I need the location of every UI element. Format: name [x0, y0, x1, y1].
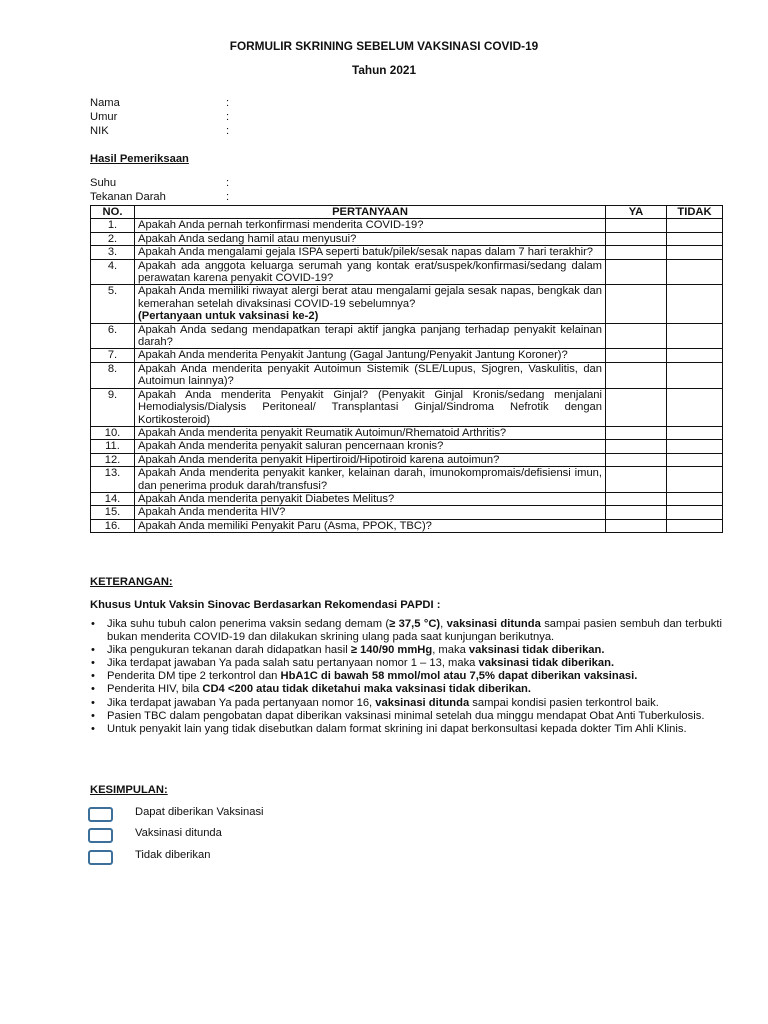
- question-note: (Pertanyaan untuk vaksinasi ke-2): [138, 310, 319, 323]
- field-suhu-colon: :: [226, 177, 230, 189]
- column-header-pertanyaan: PERTANYAAN: [135, 206, 606, 219]
- table-row: [91, 388, 723, 426]
- table-header-row: [91, 206, 723, 219]
- answer-ya-cell[interactable]: [606, 492, 667, 505]
- checkbox-dapat-diberikan[interactable]: [88, 807, 113, 822]
- table-row: [91, 467, 723, 493]
- answer-tidak-cell[interactable]: [667, 323, 723, 349]
- question-number: 7.: [91, 349, 135, 362]
- table-row: [91, 440, 723, 453]
- question-number: 3.: [91, 246, 135, 259]
- answer-ya-cell[interactable]: [606, 246, 667, 259]
- question-number: 4.: [91, 259, 135, 285]
- question-number: 8.: [91, 362, 135, 388]
- form-title: FORMULIR SKRINING SEBELUM VAKSINASI COVID-19: [229, 39, 539, 53]
- option-label: Vaksinasi ditunda: [135, 827, 222, 839]
- keterangan-text: , maka: [432, 644, 469, 657]
- table-row: [91, 285, 723, 323]
- field-umur-label: Umur: [90, 111, 118, 123]
- field-nik-colon: :: [226, 125, 230, 137]
- keterangan-list: [90, 618, 722, 736]
- keterangan-text: Jika terdapat jawaban Ya pada salah satu pertanyaan nomor 1 – 13, maka: [107, 657, 479, 670]
- keterangan-text: Penderita HIV, bila: [107, 683, 203, 696]
- screening-questions-table: [90, 205, 723, 533]
- answer-tidak-cell[interactable]: [667, 259, 723, 285]
- field-umur-colon: :: [226, 111, 230, 123]
- answer-ya-cell[interactable]: [606, 219, 667, 232]
- keterangan-text: ≥ 37,5 °C): [389, 618, 441, 630]
- field-nama-colon: :: [226, 97, 230, 109]
- keterangan-text: vaksinasi ditunda: [446, 618, 541, 630]
- table-row: [91, 259, 723, 285]
- question-text: Apakah Anda memiliki riwayat alergi berat atau mengalami gejala sesak napas, bengkak dan kemerahan setelah divaksinasi COVID-19 sebelumnya?: [138, 285, 602, 310]
- keterangan-text: vaksinasi ditunda: [375, 696, 470, 709]
- keterangan-text: CD4 <200 atau tidak diketahui maka vaksinasi tidak diberikan.: [202, 683, 531, 696]
- answer-tidak-cell[interactable]: [667, 467, 723, 493]
- field-tekanan-darah-label: Tekanan Darah: [90, 191, 166, 203]
- answer-ya-cell[interactable]: [606, 388, 667, 426]
- answer-ya-cell[interactable]: [606, 506, 667, 519]
- answer-tidak-cell[interactable]: [667, 349, 723, 362]
- question-text: Apakah Anda pernah terkonfirmasi menderita COVID-19?: [135, 219, 606, 232]
- field-tekanan-darah-colon: :: [226, 191, 230, 203]
- answer-tidak-cell[interactable]: [667, 519, 723, 532]
- question-number: 1.: [91, 219, 135, 232]
- question-number: 5.: [91, 285, 135, 323]
- question-text: Apakah Anda menderita penyakit saluran pencernaan kronis?: [135, 440, 606, 453]
- keterangan-text: Jika suhu tubuh calon penerima vaksin sedang demam (: [107, 618, 390, 630]
- field-nama-label: Nama: [90, 97, 120, 109]
- keterangan-text: Pasien TBC dalam pengobatan dapat diberikan vaksinasi minimal setelah dua minggu mendapat Obat Anti Tuberkulosis.: [107, 709, 705, 722]
- question-text-cell: [135, 285, 606, 323]
- question-text: Apakah ada anggota keluarga serumah yang kontak erat/suspek/konfirmasi/sedang dalam perawatan karena penyakit COVID-19?: [135, 259, 606, 285]
- table-row: [91, 519, 723, 532]
- answer-tidak-cell[interactable]: [667, 492, 723, 505]
- table-row: [91, 453, 723, 466]
- keterangan-text: Penderita DM tipe 2 terkontrol dan: [107, 670, 281, 683]
- answer-tidak-cell[interactable]: [667, 440, 723, 453]
- keterangan-text: vaksinasi tidak diberikan.: [478, 657, 615, 670]
- question-text: Apakah Anda sedang mendapatkan terapi aktif jangka panjang terhadap penyakit kelainan darah?: [135, 323, 606, 349]
- question-number: 2.: [91, 232, 135, 245]
- question-number: 12.: [91, 453, 135, 466]
- keterangan-text: Jika pengukuran tekanan darah didapatkan hasil: [107, 644, 351, 657]
- option-label: Dapat diberikan Vaksinasi: [135, 806, 264, 818]
- question-text: Apakah Anda memiliki Penyakit Paru (Asma, PPOK, TBC)?: [135, 519, 606, 532]
- question-text: Apakah Anda menderita penyakit Hipertiroid/Hipotiroid karena autoimun?: [135, 453, 606, 466]
- keterangan-text: ≥ 140/90 mmHg: [350, 644, 433, 657]
- answer-ya-cell[interactable]: [606, 362, 667, 388]
- keterangan-item: [90, 644, 722, 657]
- table-row: [91, 232, 723, 245]
- question-number: 9.: [91, 388, 135, 426]
- table-row: [91, 323, 723, 349]
- keterangan-text: vaksinasi tidak diberikan.: [468, 644, 605, 657]
- question-text: Apakah Anda menderita penyakit Autoimun Sistemik (SLE/Lupus, Sjogren, Vaskulitis, dan Autoimun lainnya)?: [135, 362, 606, 388]
- keterangan-item: [90, 618, 722, 644]
- table-row: [91, 349, 723, 362]
- keterangan-text: sampai kondisi pasien terkontrol baik.: [469, 696, 659, 709]
- keterangan-item: [90, 723, 722, 736]
- keterangan-item: [90, 710, 722, 723]
- keterangan-text: Untuk penyakit lain yang tidak disebutkan dalam format skrining ini dapat berkonsultasi kepada dokter Tim Ahli Klinis.: [107, 722, 687, 735]
- keterangan-text: HbA1C di bawah 58 mmol/mol atau 7,5% dapat diberikan vaksinasi.: [280, 670, 638, 683]
- answer-tidak-cell[interactable]: [667, 246, 723, 259]
- answer-ya-cell[interactable]: [606, 323, 667, 349]
- field-suhu-label: Suhu: [90, 177, 117, 189]
- question-text: Apakah Anda mengalami gejala ISPA seperti batuk/pilek/sesak napas dalam 7 hari terakhir?: [135, 246, 606, 259]
- question-number: 11.: [91, 440, 135, 453]
- answer-tidak-cell[interactable]: [667, 426, 723, 439]
- column-header-ya: YA: [606, 206, 667, 219]
- answer-ya-cell[interactable]: [606, 453, 667, 466]
- form-year: Tahun 2021: [351, 63, 417, 77]
- question-number: 16.: [91, 519, 135, 532]
- table-row: [91, 426, 723, 439]
- table-row: [91, 492, 723, 505]
- answer-ya-cell[interactable]: [606, 440, 667, 453]
- question-text: Apakah Anda menderita penyakit Diabetes Melitus?: [135, 492, 606, 505]
- answer-ya-cell[interactable]: [606, 467, 667, 493]
- answer-ya-cell[interactable]: [606, 285, 667, 323]
- keterangan-item: [90, 697, 722, 710]
- question-number: 13.: [91, 467, 135, 493]
- question-number: 15.: [91, 506, 135, 519]
- keterangan-heading: KETERANGAN:: [90, 576, 173, 588]
- option-label: Tidak diberikan: [135, 849, 211, 861]
- table-row: [91, 506, 723, 519]
- keterangan-item: [90, 657, 722, 670]
- question-text: Apakah Anda menderita Penyakit Ginjal? (Penyakit Ginjal Kronis/sedang menjalani Hemodialysis/Dialysis Peritoneal/ Transplantasi Ginjal/Sindroma Nefrotik dengan Kortikosteroid): [135, 388, 606, 426]
- keterangan-text: sampai pasien sembuh dan terbukti bukan menderita COVID-19 dan dilakukan skrining ulang pada saat kunjungan berikutnya.: [107, 618, 722, 644]
- question-number: 14.: [91, 492, 135, 505]
- column-header-tidak: TIDAK: [667, 206, 723, 219]
- question-text: Apakah Anda menderita Penyakit Jantung (Gagal Jantung/Penyakit Jantung Koroner)?: [135, 349, 606, 362]
- field-nik-label: NIK: [90, 125, 109, 137]
- question-number: 6.: [91, 323, 135, 349]
- table-row: [91, 246, 723, 259]
- question-text: Apakah Anda sedang hamil atau menyusui?: [135, 232, 606, 245]
- keterangan-item: [90, 683, 722, 696]
- answer-ya-cell[interactable]: [606, 349, 667, 362]
- table-row: [91, 362, 723, 388]
- column-header-no: NO.: [91, 206, 135, 219]
- question-number: 10.: [91, 426, 135, 439]
- question-text: Apakah Anda menderita penyakit Reumatik Autoimun/Rhematoid Arthritis?: [135, 426, 606, 439]
- kesimpulan-heading: KESIMPULAN:: [90, 784, 168, 796]
- question-text: Apakah Anda menderita HIV?: [135, 506, 606, 519]
- answer-ya-cell[interactable]: [606, 426, 667, 439]
- question-text: Apakah Anda menderita penyakit kanker, kelainan darah, imunokompromais/defisiensi imun, dan penerima produk darah/transfusi?: [135, 467, 606, 493]
- keterangan-item: [90, 670, 722, 683]
- keterangan-subheading: Khusus Untuk Vaksin Sinovac Berdasarkan Rekomendasi PAPDI :: [90, 599, 441, 611]
- answer-tidak-cell[interactable]: [667, 362, 723, 388]
- checkbox-vaksinasi-ditunda[interactable]: [88, 828, 113, 843]
- exam-heading: Hasil Pemeriksaan: [90, 153, 189, 165]
- keterangan-text: ,: [440, 618, 447, 630]
- answer-tidak-cell[interactable]: [667, 285, 723, 323]
- answer-tidak-cell[interactable]: [667, 388, 723, 426]
- answer-tidak-cell[interactable]: [667, 232, 723, 245]
- answer-tidak-cell[interactable]: [667, 453, 723, 466]
- keterangan-text: Jika terdapat jawaban Ya pada pertanyaan nomor 16,: [107, 696, 376, 709]
- checkbox-tidak-diberikan[interactable]: [88, 850, 113, 865]
- answer-tidak-cell[interactable]: [667, 219, 723, 232]
- answer-tidak-cell[interactable]: [667, 506, 723, 519]
- answer-ya-cell[interactable]: [606, 259, 667, 285]
- answer-ya-cell[interactable]: [606, 519, 667, 532]
- table-row: [91, 219, 723, 232]
- answer-ya-cell[interactable]: [606, 232, 667, 245]
